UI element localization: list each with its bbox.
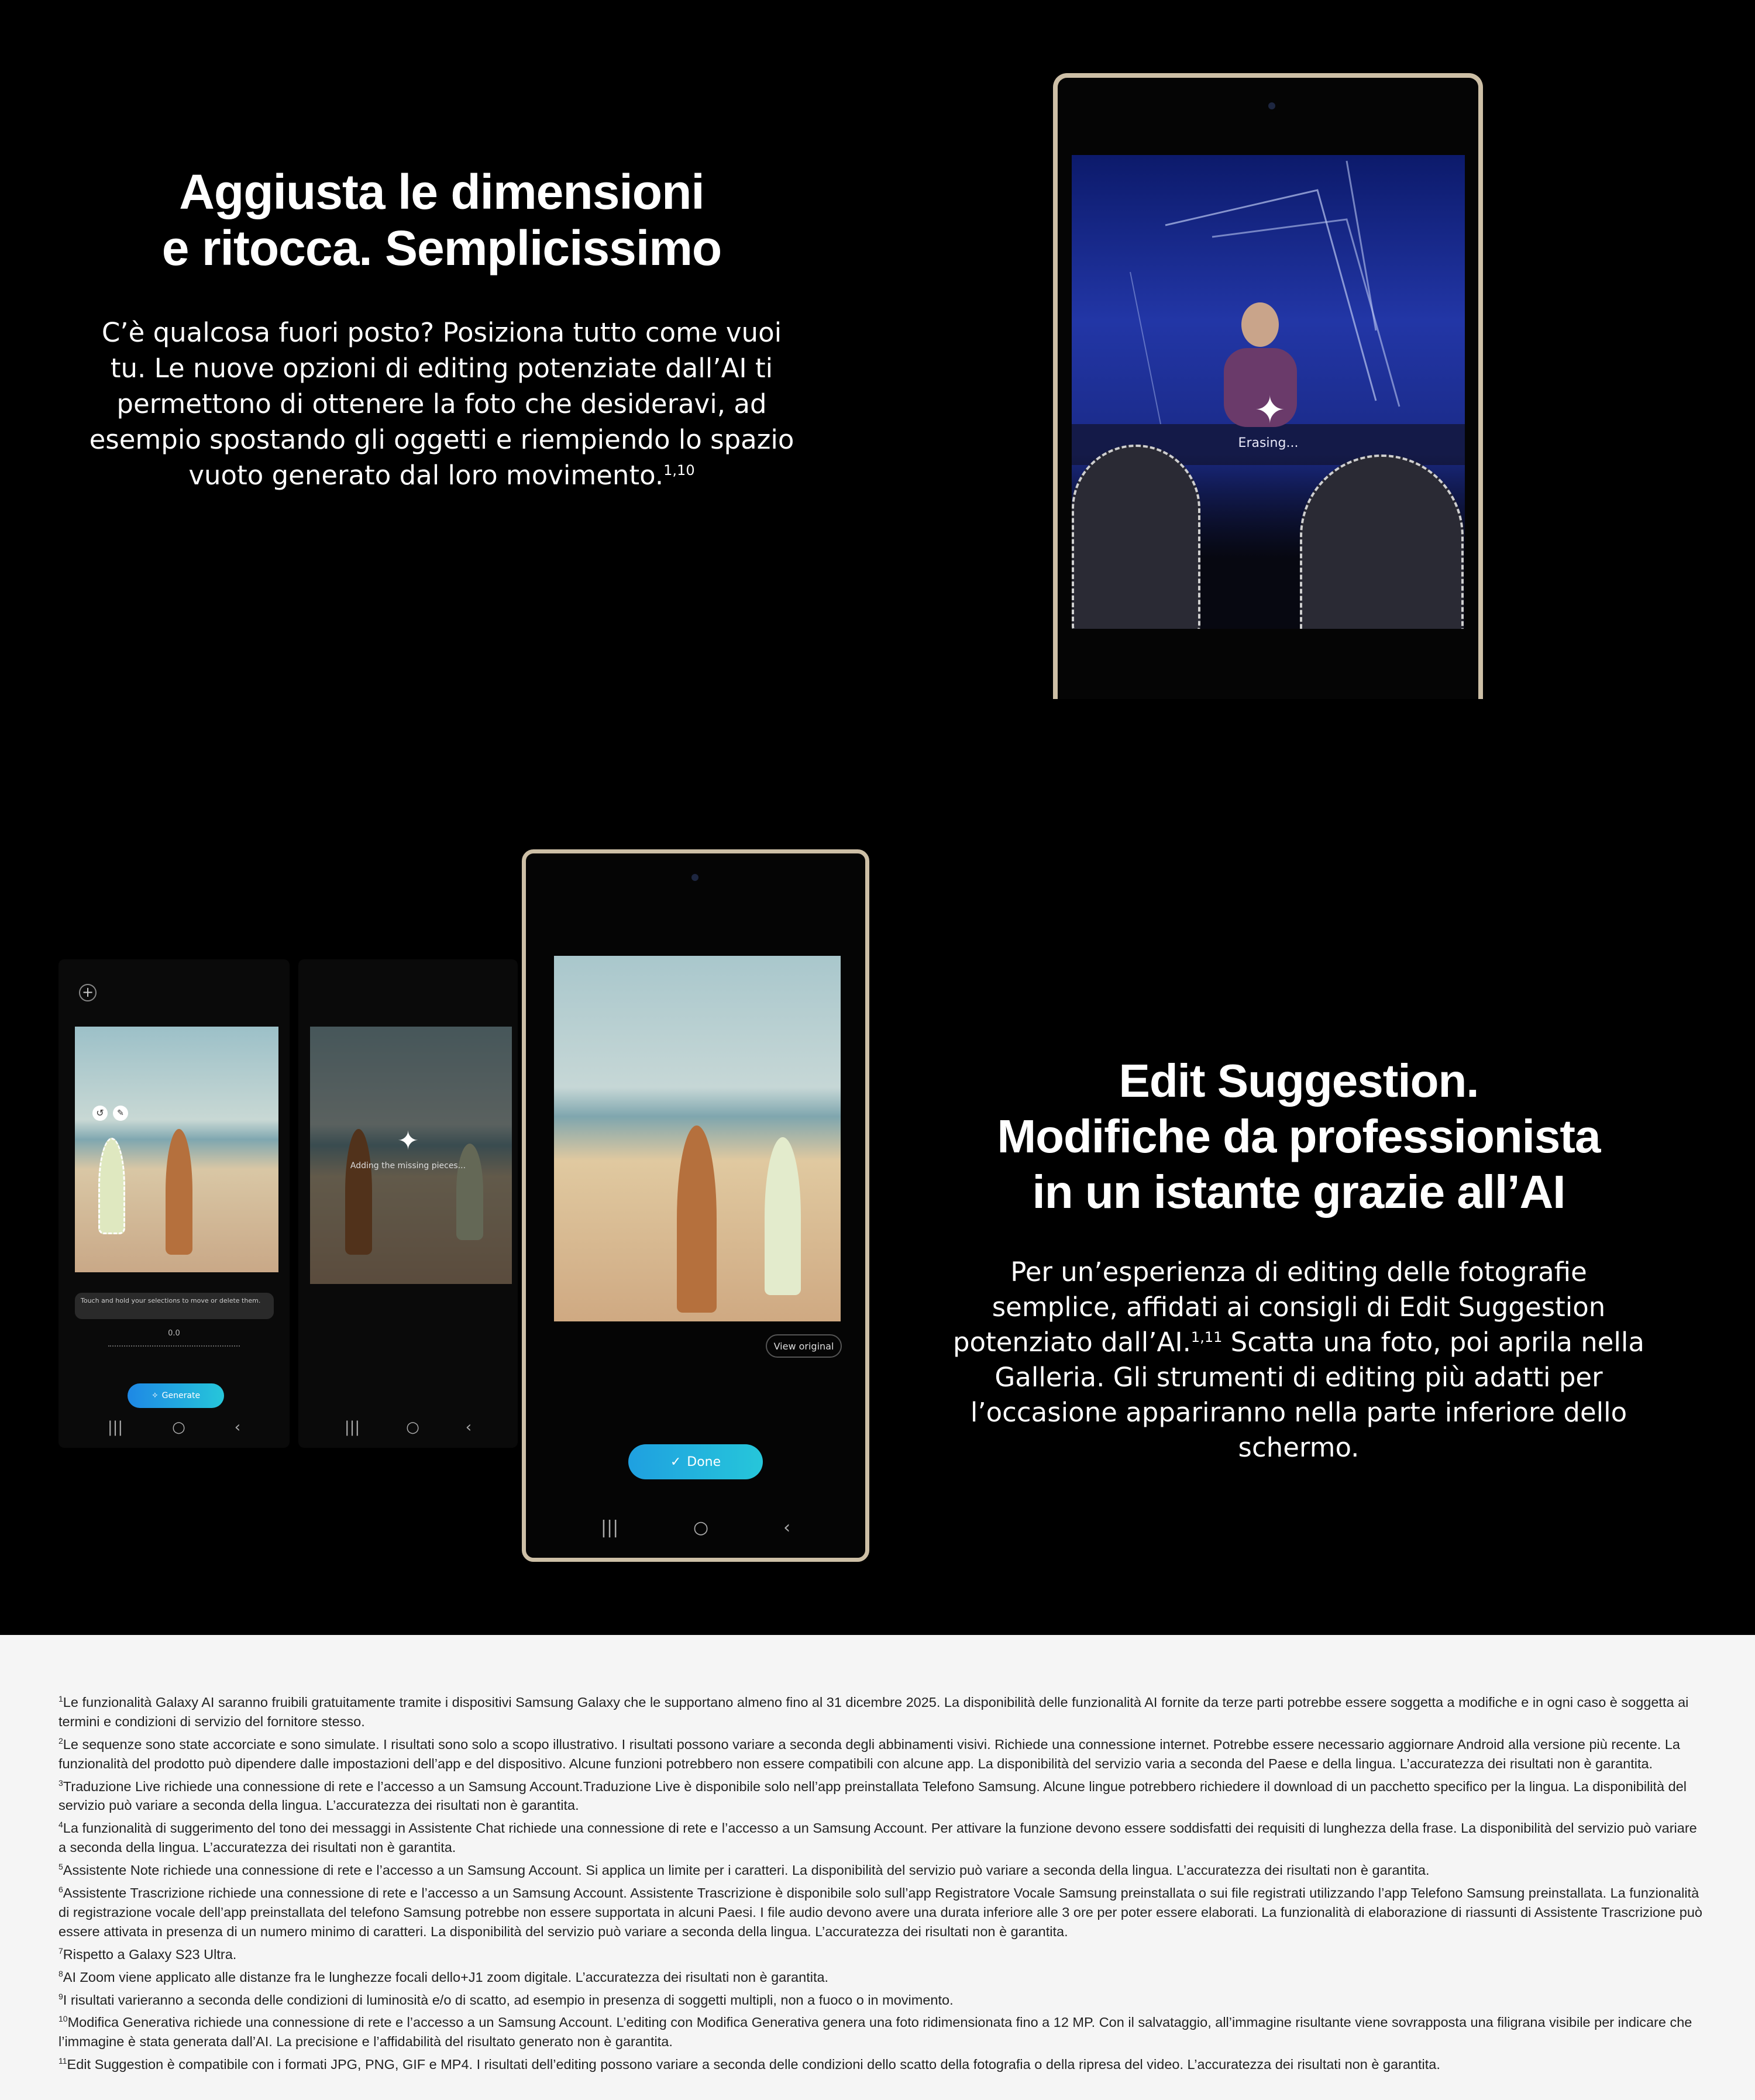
footnote-4	[58, 1815, 1702, 1857]
view-original-button[interactable]: View original	[766, 1334, 842, 1358]
phone-edit-suggestion	[522, 849, 869, 1562]
home-icon[interactable]: ○	[172, 1419, 185, 1436]
section-edit-suggestion	[948, 1053, 1650, 1465]
back-icon[interactable]: ‹	[465, 1419, 472, 1436]
add-icon[interactable]: +	[79, 984, 97, 1001]
zoom-slider[interactable]	[108, 1345, 240, 1348]
footnote-text: Modifica Generativa richiede una connessione di rete e l’accesso a un Samsung Account. L’editing con Modifica Generativa genera una foto ridimensionata fino a 12 MP. Con il salvataggio, all’immagine risultante viene sovrapposta una filigrana visibile per indicare che l’immagine è stata generata dall’AI. La precisione e l’affidabilità del risultato generato non è garantita.	[58, 2015, 1692, 2050]
recents-icon[interactable]: |||	[107, 1419, 123, 1436]
section2-title-line3: in un istante grazie all’AI	[1032, 1166, 1565, 1218]
concert-photo	[1072, 155, 1465, 629]
selected-woman-figure	[98, 1138, 125, 1234]
front-camera	[1268, 102, 1275, 109]
footnote-number: 6	[58, 1885, 63, 1895]
zoom-readout: 0.0	[168, 1329, 180, 1338]
done-button[interactable]	[628, 1444, 763, 1479]
footnote-number: 9	[58, 1991, 63, 2001]
footnote-number: 11	[58, 2056, 67, 2066]
section1-body-text: C’è qualcosa fuori posto? Posiziona tutto come vuoi tu. Le nuove opzioni di editing potenziate dall’AI ti permettono di ottenere la foto che desideravi, ad esempio spostando gli oggetti e riempiendo lo spazio vuoto generato dal loro movimento.	[89, 317, 794, 491]
section2-title-line2: Modifiche da professionista	[997, 1110, 1601, 1162]
section2-title-line1: Edit Suggestion.	[1119, 1055, 1479, 1107]
done-label: Done	[687, 1454, 721, 1469]
footnote-number: 1	[58, 1694, 63, 1703]
beach-photo-small	[75, 1027, 278, 1272]
section2-body-part1: Per un’esperienza di editing delle fotografie semplice, affidati ai consigli di Edit Suggestion potenziato dall’AI.	[952, 1256, 1606, 1358]
footnote-text: Rispetto a Galaxy S23 Ultra.	[63, 1946, 237, 1962]
section2-title	[948, 1053, 1650, 1220]
beach-photo	[554, 956, 841, 1321]
footnote-number: 5	[58, 1862, 63, 1872]
section-generative-edit	[82, 164, 801, 493]
nav-bar	[526, 1517, 865, 1538]
footnote-9	[58, 1987, 1702, 2010]
footnote-6	[58, 1880, 1702, 1941]
man-figure	[166, 1129, 192, 1255]
footnote-3	[58, 1774, 1702, 1816]
footnote-2	[58, 1731, 1702, 1774]
erase-icon[interactable]: ✎	[113, 1106, 128, 1121]
footnote-number: 8	[58, 1968, 63, 1978]
nav-bar	[58, 1419, 290, 1436]
section1-title-line2: e ritocca. Semplicissimo	[161, 221, 722, 276]
footnotes-section	[0, 1635, 1755, 2100]
back-icon[interactable]: ‹	[783, 1517, 791, 1538]
footnote-number: 2	[58, 1736, 63, 1746]
mini-screen-generating	[298, 959, 518, 1448]
footnote-text: Assistente Trascrizione richiede una connessione di rete e l’accesso a un Samsung Account. Assistente Trascrizione è disponibile solo sull’app Registratore Vocale Samsung preinstallata o sui file registrati utilizzando l’app Telefono Samsung preinstallata. La funzionalità di registrazione vocale dell’app preinstallata del telefono Samsung potrebbe non essere supportata in alcuni Paesi. I file audio devono avere una durata inferiore alle 3 ore per poter essere elaborati. La funzionalità di elaborazione di riassunti di Assistente Trascrizione può essere attivata in presenza di un numero minimo di caratteri. La disponibilità del servizio può variare a seconda della lingua. L’accuratezza dei risultati non è garantita.	[58, 1885, 1702, 1939]
home-icon[interactable]: ○	[406, 1419, 419, 1436]
erasing-status: Erasing...	[1238, 436, 1299, 450]
hint-tooltip: Touch and hold your selections to move or delete them.	[75, 1293, 274, 1319]
phone-erasing-demo	[1053, 73, 1483, 699]
woman-figure-dim	[456, 1144, 483, 1240]
footnote-text: I risultati varieranno a seconda delle condizioni di luminosità e/o di scatto, ad esempio in presenza di soggetti multipli, non a fuoco o in movimento.	[63, 1992, 954, 2008]
section1-body	[82, 315, 801, 493]
section1-title	[82, 164, 801, 276]
ai-sparkle-icon: ✦	[1254, 389, 1286, 432]
section2-body-part2: Scatta una foto, poi aprila nella Galleria. Gli strumenti di editing più adatti per l’occasione appariranno nella parte inferiore dello schermo.	[970, 1327, 1645, 1463]
footnote-1	[58, 1689, 1702, 1731]
footnote-text: Assistente Note richiede una connessione di rete e l’accesso a un Samsung Account. Si applica un limite per i caratteri. La disponibilità del servizio può variare a seconda della lingua. L’accuratezza dei risultati non è garantita.	[63, 1863, 1430, 1878]
mini-screen-select	[58, 959, 290, 1448]
footnote-7	[58, 1941, 1702, 1964]
footnote-text: Edit Suggestion è compatibile con i formati JPG, PNG, GIF e MP4. I risultati dell’editing possono variare a seconda delle condizioni dello scatto della fotografia o della ripresa del video. L’accuratezza dei risultati non è garantita.	[67, 2057, 1440, 2073]
footnote-number: 7	[58, 1946, 63, 1956]
section1-title-line1: Aggiusta le dimensioni	[179, 164, 704, 219]
footnote-number: 4	[58, 1820, 63, 1830]
footnote-10	[58, 2009, 1702, 2051]
footnote-11	[58, 2051, 1702, 2074]
nav-bar	[298, 1419, 518, 1436]
footnotes-list	[58, 1689, 1702, 2074]
footnote-text: AI Zoom viene applicato alle distanze fra le lunghezze focali dello+J1 zoom digitale. L’accuratezza dei risultati non è garantita.	[63, 1969, 829, 1985]
erased-person-left	[1072, 445, 1200, 629]
ai-sparkle-icon: ✦	[397, 1126, 419, 1156]
generate-button[interactable]	[128, 1383, 224, 1408]
recents-icon[interactable]: |||	[600, 1517, 619, 1538]
woman-figure	[765, 1137, 801, 1295]
home-icon[interactable]: ○	[693, 1517, 709, 1538]
footnote-text: Traduzione Live richiede una connessione di rete e l’accesso a un Samsung Account.Traduzione Live è disponibile solo nell’app preinstallata Telefono Samsung. Alcune lingue potrebbero richiedere il download di un pacchetto specifico per la lingua. La disponibilità del servizio può variare a seconda della lingua. L’accuratezza dei risultati non è garantita.	[58, 1778, 1687, 1813]
footnote-number: 3	[58, 1778, 63, 1788]
footnote-text: La funzionalità di suggerimento del tono dei messaggi in Assistente Chat richiede una connessione di rete e l’accesso a un Samsung Account. Per attivare la funzione devono essere soddisfatti dei requisiti di lunghezza della frase. La disponibilità del servizio può variare a seconda della lingua. L’accuratezza dei risultati non è garantita.	[58, 1820, 1697, 1855]
footnote-number: 10	[58, 2014, 68, 2024]
man-figure	[677, 1125, 717, 1313]
footnote-8	[58, 1964, 1702, 1987]
sparkle-icon: ✧	[151, 1391, 159, 1400]
back-icon[interactable]: ‹	[234, 1419, 241, 1436]
footnote-text: Le funzionalità Galaxy AI saranno fruibili gratuitamente tramite i dispositivi Samsung Galaxy che le supportano almeno fino al 31 dicembre 2025. La disponibilità delle funzionalità AI fornite da terze parti potrebbe essere soggetta a modifiche e in ogni caso è soggetta ai termini e condizioni di servizio del fornitore stesso.	[58, 1694, 1689, 1729]
check-icon: ✓	[670, 1454, 682, 1469]
section2-body	[948, 1255, 1650, 1465]
section2-footnote-ref: 1,11	[1190, 1329, 1223, 1345]
footnote-5	[58, 1857, 1702, 1880]
generating-status: Adding the missing pieces...	[350, 1161, 466, 1171]
undo-icon[interactable]: ↺	[92, 1106, 108, 1121]
erased-person-right	[1300, 455, 1464, 629]
front-camera	[691, 874, 698, 881]
footnote-text: Le sequenze sono state accorciate e sono simulate. I risultati sono solo a scopo illustrativo. I risultati possono variare a seconda degli abbinamenti visivi. Richiede una connessione internet. Potrebbe essere necessario aggiornare Android alla versione più recente. La funzionalità del prodotto può dipendere dalle impostazioni dell’app e del dispositivo. Alcune funzioni potrebbero non essere compatibili con alcune app. La disponibilità del servizio varia a seconda del Paese e della lingua. L’accuratezza dei risultati non è garantita.	[58, 1736, 1680, 1771]
section1-footnote-ref: 1,10	[663, 462, 695, 478]
generate-label: Generate	[161, 1391, 201, 1400]
recents-icon[interactable]: |||	[344, 1419, 360, 1436]
